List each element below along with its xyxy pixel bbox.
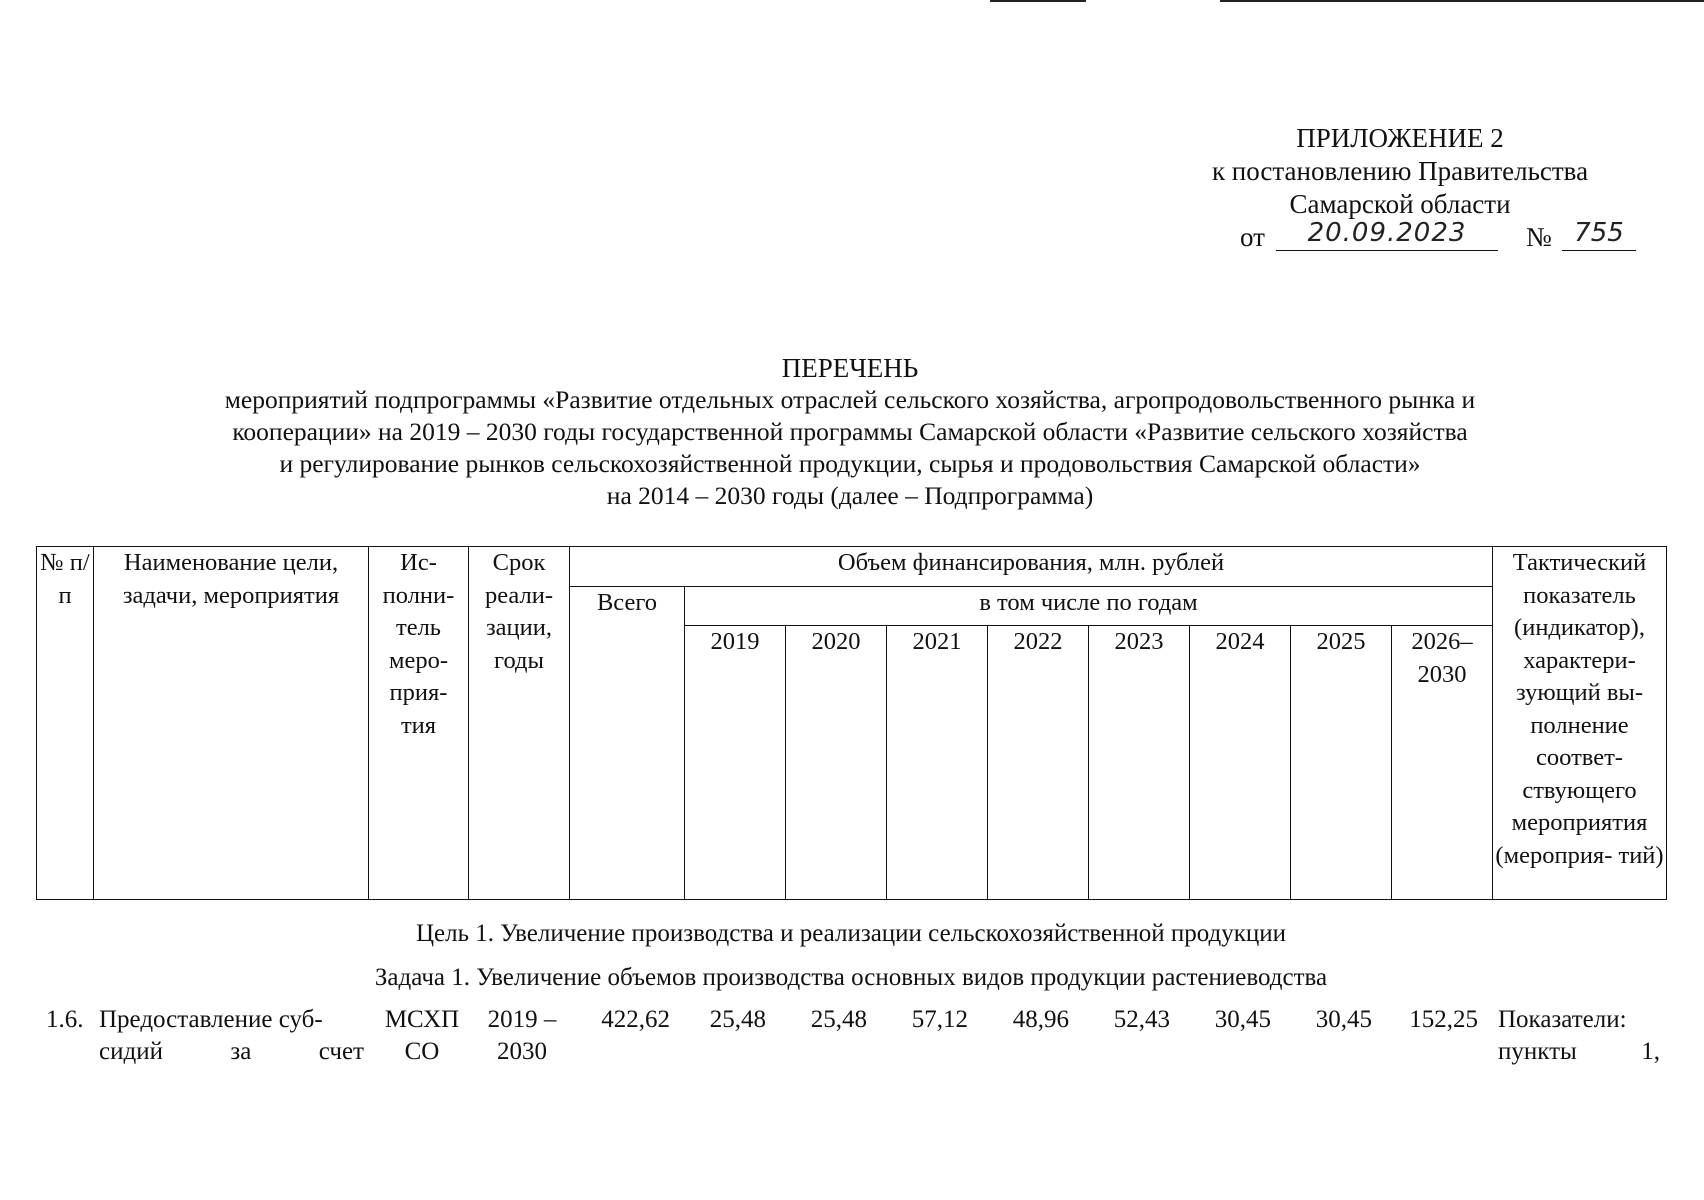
row-value-2020: 25,48 <box>810 1006 867 1033</box>
document-title <box>120 352 1580 512</box>
number-label: № <box>1526 222 1552 252</box>
header-executor: Ис- полни- тель меро- прия- тия <box>369 547 469 900</box>
appendix-signature-row <box>1170 218 1630 257</box>
header-indicator: Тактический показатель (индикатор), характери- зующий вы- полнение соответ- ствующего мероприятия (мероприя- тий) <box>1493 547 1667 900</box>
appendix-region-line: Самарской области <box>1289 189 1511 219</box>
row-term-line: 2019 – <box>487 1006 557 1033</box>
header-year: 2019 <box>685 626 786 900</box>
header-year: 2024 <box>1190 626 1291 900</box>
row-value-2021: 57,12 <box>911 1006 968 1033</box>
header-year: 2025 <box>1291 626 1392 900</box>
appendix-resolution-line: к постановлению Правительства <box>1211 156 1589 186</box>
title-line-2: кооперации» на 2019 – 2030 годы государственной программы Самарской области «Развитие сельского хозяйства <box>232 417 1468 446</box>
header-year: 2023 <box>1089 626 1190 900</box>
header-total: Всего <box>570 587 685 900</box>
row-name-word: счет <box>318 1038 364 1065</box>
row-value-2019: 25,48 <box>709 1006 766 1033</box>
header-table <box>36 546 1667 900</box>
header-year: 2026– 2030 <box>1392 626 1493 900</box>
header-num: № п/п <box>37 547 94 900</box>
header-year: 2021 <box>887 626 988 900</box>
row-executor-line: МСХП <box>384 1006 460 1033</box>
row-value-2022: 48,96 <box>1012 1006 1069 1033</box>
goal-heading: Цель 1. Увеличение производства и реализации сельскохозяйственной продукции <box>415 920 1287 947</box>
from-label: от <box>1240 222 1265 252</box>
row-term-line: 2030 <box>497 1038 547 1065</box>
row-name-word: сидий <box>99 1038 163 1065</box>
header-year: 2022 <box>988 626 1089 900</box>
row-value-2025: 30,45 <box>1315 1006 1372 1033</box>
row-name <box>99 1004 364 1068</box>
row-name-line <box>99 1036 364 1068</box>
row-name-word: за <box>230 1038 252 1065</box>
row-indicator <box>1498 1004 1660 1068</box>
scan-edge-line <box>1220 0 1704 2</box>
header-funding: Объем финансирования, млн. рублей <box>570 547 1493 587</box>
row-name-line: Предоставление суб- <box>99 1006 323 1033</box>
row-indicator-line: Показатели: <box>1498 1006 1627 1033</box>
scan-edge-line <box>990 0 1086 2</box>
header-term: Срок реали- зации, годы <box>469 547 570 900</box>
row-indicator-line <box>1498 1036 1660 1068</box>
header-name: Наименование цели, задачи, мероприятия <box>94 547 369 900</box>
header-by-years: в том числе по годам <box>685 587 1493 626</box>
row-total: 422,62 <box>601 1006 670 1033</box>
row-indicator-word: пункты <box>1498 1038 1577 1065</box>
title-line-1: мероприятий подпрограммы «Развитие отдельных отраслей сельского хозяйства, агропродовольственного рынка и <box>224 385 1476 414</box>
row-term <box>472 1004 572 1068</box>
handwritten-date: 20.09.2023 <box>1276 217 1498 251</box>
header-year: 2020 <box>786 626 887 900</box>
appendix-title: ПРИЛОЖЕНИЕ 2 <box>1296 123 1504 153</box>
row-num: 1.6. <box>46 1006 84 1033</box>
handwritten-number: 755 <box>1562 217 1636 251</box>
row-executor <box>372 1004 472 1068</box>
row-value-2024: 30,45 <box>1214 1006 1271 1033</box>
task-heading: Задача 1. Увеличение объемов производства основных видов продукции растениеводства <box>374 964 1328 991</box>
row-indicator-word: 1, <box>1641 1038 1660 1065</box>
row-value-2026-2030: 152,25 <box>1409 1006 1478 1033</box>
title-line-3: и регулирование рынков сельскохозяйственной продукции, сырья и продовольствия Самарской области» <box>279 449 1421 478</box>
title-heading: ПЕРЕЧЕНЬ <box>781 353 919 383</box>
row-value-2023: 52,43 <box>1113 1006 1170 1033</box>
title-line-4: на 2014 – 2030 годы (далее – Подпрограмма) <box>606 481 1094 510</box>
appendix-block <box>1170 122 1630 257</box>
row-executor-line: СО <box>404 1038 440 1065</box>
